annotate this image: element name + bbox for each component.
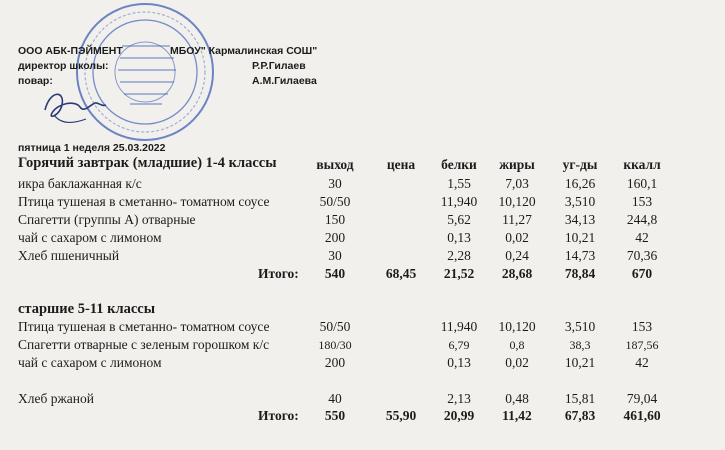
dish-fat: 0,24 [505, 248, 529, 263]
dish-kcal: 160,1 [626, 176, 658, 191]
total-fat: 28,68 [501, 266, 533, 281]
dish-carbs: 10,21 [564, 355, 596, 370]
dish-fat: 0,8 [509, 338, 525, 352]
dish-out: 30 [328, 176, 342, 191]
total-protein: 20,99 [443, 408, 475, 423]
dish-carbs: 16,26 [564, 176, 596, 191]
section1-title: Горячий завтрак (младшие) 1-4 классы [18, 155, 277, 171]
total-protein: 21,52 [443, 266, 475, 281]
dish-name: чай с сахаром с лимоном [18, 355, 162, 370]
dish-kcal: 42 [635, 355, 649, 370]
col-price: цена [386, 157, 416, 172]
dish-kcal: 244,8 [626, 212, 658, 227]
total-kcal: 670 [631, 266, 653, 281]
dish-out: 40 [328, 391, 342, 406]
total-out: 550 [324, 408, 346, 423]
dish-out: 50/50 [319, 319, 351, 334]
dish-protein: 6,79 [448, 338, 470, 352]
dish-fat: 10,120 [498, 319, 536, 334]
dish-kcal: 79,04 [626, 391, 658, 406]
total-price: 55,90 [385, 408, 417, 423]
dish-carbs: 14,73 [564, 248, 596, 263]
col-protein: белки [441, 157, 477, 172]
dish-fat: 11,27 [502, 212, 532, 227]
dish-carbs: 15,81 [564, 391, 596, 406]
col-carbs: уг-ды [562, 157, 598, 172]
dish-carbs: 38,3 [569, 338, 591, 352]
director-signature [40, 85, 110, 130]
dish-name: икра баклажанная к/с [18, 176, 142, 191]
total-label: Итого: [258, 408, 299, 423]
dish-kcal: 42 [635, 230, 649, 245]
col-fat: жиры [499, 157, 535, 172]
dish-fat: 7,03 [505, 176, 529, 191]
dish-protein: 1,55 [447, 176, 471, 191]
total-carbs: 78,84 [564, 266, 596, 281]
dish-fat: 0,02 [505, 355, 529, 370]
dish-out: 180/30 [318, 338, 352, 352]
dish-name: Спагетти (группы А) отварные [18, 212, 196, 227]
section2-title: старшие 5-11 классы [18, 301, 156, 317]
total-label: Итого: [258, 266, 299, 281]
dish-name: Птица тушеная в сметанно- томатном соусе [18, 194, 270, 209]
dish-name: чай с сахаром с лимоном [18, 230, 162, 245]
total-price: 68,45 [385, 266, 417, 281]
col-kcal: ккалл [623, 157, 661, 172]
dish-carbs: 34,13 [564, 212, 596, 227]
dish-name: Птица тушеная в сметанно- томатном соусе [18, 319, 270, 334]
dish-fat: 10,120 [498, 194, 536, 209]
total-out: 540 [324, 266, 346, 281]
dish-carbs: 3,510 [564, 319, 596, 334]
total-kcal: 461,60 [623, 408, 661, 423]
dish-carbs: 3,510 [564, 194, 596, 209]
dish-out: 50/50 [319, 194, 351, 209]
dish-carbs: 10,21 [564, 230, 596, 245]
dish-kcal: 153 [631, 319, 653, 334]
director-name: Р.Р.Гилаев [252, 60, 306, 72]
director-label: директор школы: [18, 60, 109, 72]
org-left: ООО АБК-ПЭЙМЕНТ [18, 45, 123, 57]
dish-kcal: 153 [631, 194, 653, 209]
dish-out: 150 [324, 212, 346, 227]
dish-fat: 0,48 [505, 391, 529, 406]
dish-out: 200 [324, 230, 346, 245]
dish-protein: 5,62 [447, 212, 471, 227]
dish-protein: 11,940 [440, 194, 478, 209]
col-out: выход [316, 157, 354, 172]
dish-kcal: 187,56 [625, 338, 659, 352]
dish-name: Хлеб пшеничный [18, 248, 120, 263]
dish-name: Хлеб ржаной [18, 391, 94, 406]
dish-protein: 2,28 [447, 248, 471, 263]
dish-out: 30 [328, 248, 342, 263]
date-line: пятница 1 неделя 25.03.2022 [18, 142, 166, 154]
total-fat: 11,42 [502, 408, 532, 423]
dish-fat: 0,02 [505, 230, 529, 245]
dish-protein: 0,13 [447, 355, 471, 370]
dish-protein: 2,13 [447, 391, 471, 406]
org-right: МБОУ" Кармалинская СОШ" [170, 45, 318, 57]
dish-name: Спагетти отварные с зеленым горошком к/с [18, 337, 270, 352]
cook-name: А.М.Гилаева [252, 75, 317, 87]
total-carbs: 67,83 [564, 408, 596, 423]
cook-label: повар: [18, 75, 53, 87]
dish-kcal: 70,36 [626, 248, 658, 263]
dish-protein: 11,940 [440, 319, 478, 334]
dish-out: 200 [324, 355, 346, 370]
dish-protein: 0,13 [447, 230, 471, 245]
